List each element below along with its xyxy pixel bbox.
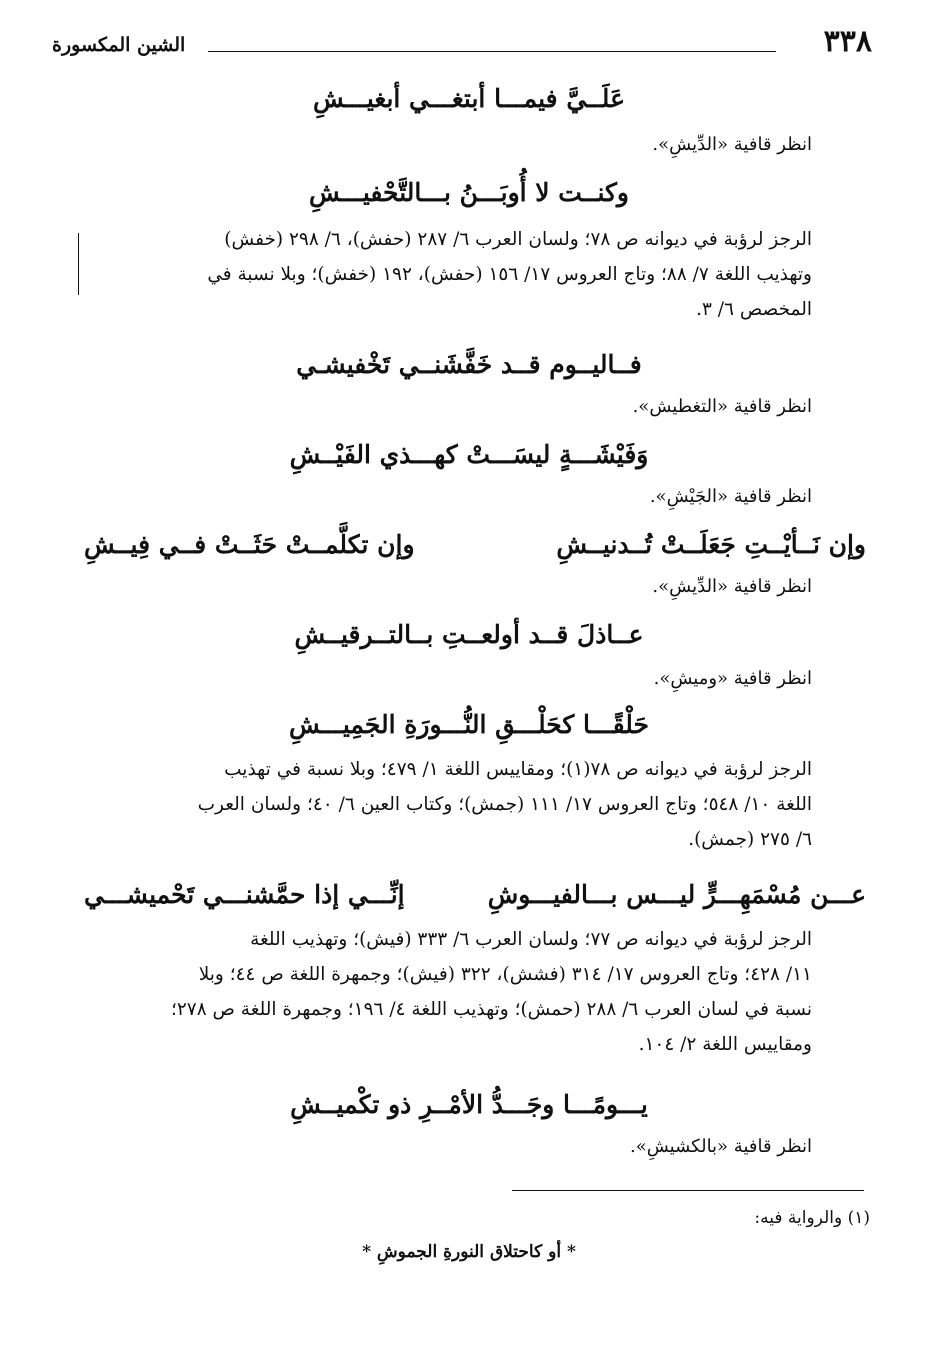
- citation-line: الرجز لرؤبة في ديوانه ص ٧٧؛ ولسان العرب ٦/ ٣٣٣ (فيش)؛ وتهذيب اللغة: [250, 929, 812, 950]
- citation-paragraph: [84, 222, 812, 327]
- cross-reference-note: انظر قافية «الجَيْشِ».: [649, 486, 812, 507]
- verse-line: وكنــت لا أُوبَـــنُ بـــالتَّحْفيـــشِ: [309, 178, 629, 207]
- citation-line: اللغة ١٠/ ٥٤٨؛ وتاج العروس ١٧/ ١١١ (جمش)؛ وكتاب العين ٦/ ٤٠؛ ولسان العرب: [197, 794, 812, 815]
- header-rule: [208, 51, 776, 52]
- citation-line: الرجز لرؤبة في ديوانه ص ٧٨؛ ولسان العرب ٦/ ٢٨٧ (حفش)، ٦/ ٢٩٨ (خفش): [224, 229, 812, 250]
- citation-line: وتهذيب اللغة ٧/ ٨٨؛ وتاج العروس ١٧/ ١٥٦ (حفش)، ١٩٢ (خفش)؛ وبلا نسبة في: [207, 264, 812, 285]
- citation-line: ١١/ ٤٢٨؛ وتاج العروس ١٧/ ٣١٤ (فشش)، ٣٢٢ (فيش)؛ وجمهرة اللغة ص ٤٤؛ وبلا: [198, 964, 812, 985]
- verse-hemistich-first: عـــن مُسْمَهِـــرٍّ ليـــس بـــالفيـــوشِ: [487, 880, 866, 909]
- citation-paragraph: [84, 922, 812, 1062]
- page-number: ٣٣٨: [823, 24, 872, 59]
- citation-line: ومقاييس اللغة ٢/ ١٠٤.: [638, 1034, 812, 1055]
- citation-paragraph: [84, 752, 812, 857]
- cross-reference-note: انظر قافية «وميشِ».: [653, 668, 812, 689]
- citation-line: المخصص ٦/ ٣.: [696, 299, 812, 320]
- cross-reference-note: انظر قافية «الدِّيشِ».: [652, 576, 812, 597]
- verse-line: يـــومًـــا وجَـــدُّ الأمْــرِ ذو تكْميــشِ: [290, 1090, 648, 1119]
- verse-line: عــاذلَ قــد أولعــتِ بــالتــرقيــشِ: [294, 620, 644, 649]
- verse-hemistich-second: إنِّـــي إذا حمَّشنـــي تَحْميشـــي: [84, 880, 405, 909]
- verse-line: وَفَيْشَـــةٍ ليسَـــتْ كهـــذي الفَيْــشِ: [289, 440, 649, 469]
- verse-line: عَلَــيَّ فيمـــا أبتغـــي أبغيـــشِ: [313, 84, 625, 113]
- citation-line: ٦/ ٢٧٥ (جمش).: [688, 829, 812, 850]
- verse-hemistich-second: وإن تكلَّمــتْ حَثَــتْ فــي فِيــشِ: [84, 530, 415, 559]
- footnote-verse: * أو كاحتلاق النورةِ الجموشِ *: [362, 1242, 576, 1262]
- margin-rule: [78, 233, 79, 295]
- citation-line: نسبة في لسان العرب ٦/ ٢٨٨ (حمش)؛ وتهذيب اللغة ٤/ ١٩٦؛ وجمهرة اللغة ص ٢٧٨؛: [170, 999, 812, 1020]
- footnote-rule: [512, 1190, 864, 1191]
- cross-reference-note: انظر قافية «الدِّيشِ».: [652, 134, 812, 155]
- verse-line: حَلْقًـــا كحَلْـــقِ النُّـــورَةِ الجَمِيـــشِ: [289, 710, 649, 739]
- footnote-label: (١) والرواية فيه:: [754, 1208, 870, 1228]
- citation-line: الرجز لرؤبة في ديوانه ص ٧٨(١)؛ ومقاييس اللغة ١/ ٤٧٩؛ وبلا نسبة في تهذيب: [224, 759, 812, 780]
- cross-reference-note: انظر قافية «بالكشيشِ».: [629, 1136, 812, 1157]
- cross-reference-note: انظر قافية «التغطيش».: [632, 396, 812, 417]
- running-title: الشين المكسورة: [52, 34, 186, 56]
- verse-hemistich-first: وإن نَــأيْــتِ جَعَلَــتْ تُــدنيــشِ: [556, 530, 866, 559]
- verse-line: فــاليــوم قــد خَفَّشَنــي تَخْفيشـي: [296, 350, 642, 379]
